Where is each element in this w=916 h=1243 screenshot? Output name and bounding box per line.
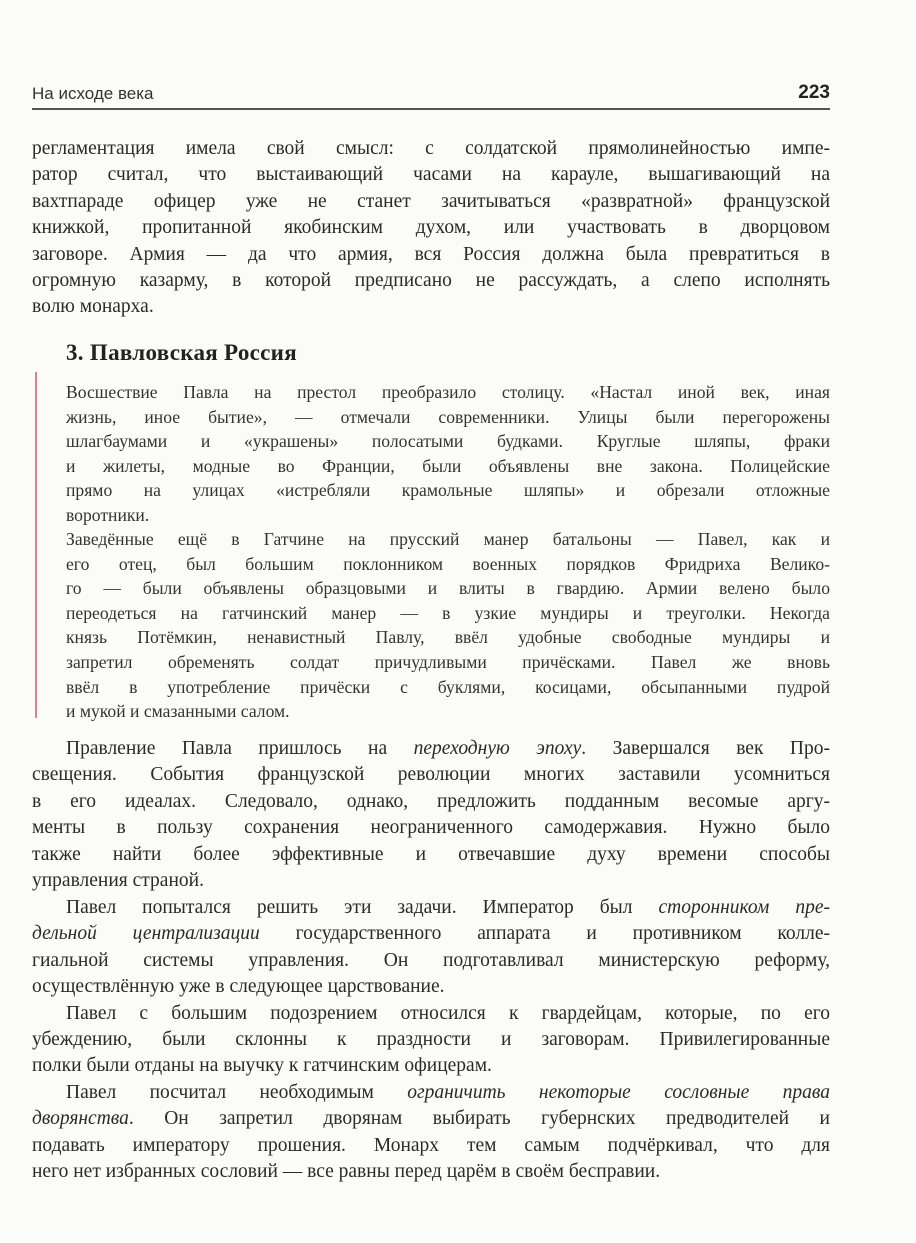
text-segment: огромную казарму, в которой предписано не рассуждать, а слепо исполнять [32,270,830,292]
text-segment: свещения. События французской революции многих заставили усомниться [32,764,830,786]
text-line [66,576,830,601]
text-segment: ввёл в употребление причёски с буклями, косицами, обсыпанными пудрой [66,676,830,697]
text-line [32,1133,830,1159]
text-segment: воротники. [66,504,150,525]
intro-paragraph [32,136,830,321]
text-line [32,136,830,162]
text-line [66,454,830,479]
text-segment: Заведённые ещё в Гатчине на прусский манер батальоны — Павел, как и [66,529,830,550]
text-segment: . Он запретил дворянам выбирать губернских предводителей и [128,1108,830,1130]
text-segment: Павел с большим подозрением относился к гвардейцам, которые, по его [66,1002,830,1024]
text-line [66,675,830,700]
text-line [32,1027,830,1053]
text-segment: в его идеалах. Следовало, однако, предложить подданным весомые аргу- [32,790,830,812]
text-segment: управления страной. [32,870,204,892]
text-line [32,974,830,1000]
text-line [32,189,830,215]
text-segment: также найти более эффективные и отвечавшие духу времени способы [32,843,830,865]
text-segment: и жилеты, модные во Франции, были объявлены вне закона. Полицейские [66,455,830,476]
text-line [66,380,830,405]
text-line [66,405,830,430]
text-line [32,1001,830,1027]
text-line [32,736,830,762]
emphasis-text: сторонником пре- [658,896,830,918]
text-segment: книжкой, пропитанной якобинским духом, или участвовать в дворцовом [32,217,830,239]
text-line [32,1053,830,1079]
page-number: 223 [798,82,830,103]
section-heading: 3. Павловская Россия [66,340,297,365]
text-segment: Правление Павла пришлось на [66,738,414,759]
text-line [32,242,830,268]
text-line [32,842,830,868]
text-line [32,789,830,815]
text-segment: жизнь, иное бытие», — отмечали современники. Улицы были перегорожены [66,406,830,427]
main-text [32,736,830,1186]
text-segment: полки были отданы на выучку к гатчинским офицерам. [32,1055,492,1077]
text-line [32,1159,830,1185]
text-segment: государственного аппарата и противником колле- [259,923,830,945]
text-line [32,1106,830,1132]
text-segment: осуществлённую уже в следующее царствование. [32,976,445,998]
text-line [32,948,830,974]
text-segment: него нет избранных сословий — все равны перед царём в своём бесправии. [32,1161,661,1183]
text-segment: князь Потёмкин, ненавистный Павлу, ввёл удобные свободные мундиры и [66,627,830,648]
text-segment: . Завершался век Про- [581,738,830,759]
text-line [32,1080,830,1106]
text-line [32,268,830,294]
text-line [32,815,830,841]
text-segment: Павел попытался решить эти задачи. Император был [66,896,659,918]
text-line [66,625,830,650]
text-line [32,762,830,788]
emphasis-text: дворянства [32,1108,129,1130]
text-segment: гиальной системы управления. Он подготавливал министерскую реформу, [32,949,830,971]
text-line [66,503,830,528]
text-segment: прямо на улицах «истребляли крамольные шляпы» и обрезали отложные [66,480,830,501]
text-line [32,921,830,947]
text-line [32,868,830,894]
text-segment: менты в пользу сохранения неограниченного самодержавия. Нужно было [32,817,830,839]
text-line [32,162,830,188]
text-segment: шлагбаумами и «украшены» полосатыми будками. Круглые шляпы, фраки [66,431,830,452]
text-line [32,215,830,241]
text-line [66,429,830,454]
text-line [66,552,830,577]
text-line [66,699,830,724]
text-line [66,527,830,552]
text-segment: запретил обременять солдат причудливыми причёсками. Павел же вновь [66,652,830,673]
emphasis-text: ограничить некоторые сословные права [407,1081,830,1103]
text-segment: регламентация имела свой смысл: с солдатской прямолинейностью импе- [32,138,830,159]
chapter-title: На исходе века [32,84,154,103]
text-segment: Павел посчитал необходимым [66,1081,408,1103]
text-segment: волю монарха. [32,296,154,318]
emphasis-text: дельной централизации [32,923,260,945]
text-line [66,478,830,503]
highlighted-box-text [66,380,830,724]
text-line [32,895,830,921]
text-segment: ратор считал, что выстаивающий часами на карауле, вышагивающий на [32,164,830,186]
emphasis-text: переходную эпоху [413,738,582,759]
text-line [66,601,830,626]
text-segment: переодеться на гатчинский манер — в узкие мундиры и треуголки. Некогда [66,602,830,623]
text-segment: заговоре. Армия — да что армия, вся Россия должна была превратиться в [32,243,830,265]
text-segment: убеждению, были склонны к праздности и заговорам. Привилегированные [32,1028,830,1050]
running-header [32,82,830,110]
text-segment: подавать императору прошения. Монарх тем самым подчёркивал, что для [32,1134,830,1156]
text-line [32,294,830,320]
text-line [66,650,830,675]
text-segment: го — были объявлены образцовыми и влиты в гвардию. Армии велено было [66,578,830,599]
text-segment: его отец, был большим поклонником военных порядков Фридриха Велико- [66,553,830,574]
text-segment: и мукой и смазанными салом. [66,701,290,722]
text-segment: Восшествие Павла на престол преобразило столицу. «Настал иной век, иная [66,382,830,402]
text-segment: вахтпараде офицер уже не станет зачитываться «развратной» французской [32,190,830,212]
highlight-bar [35,372,37,718]
